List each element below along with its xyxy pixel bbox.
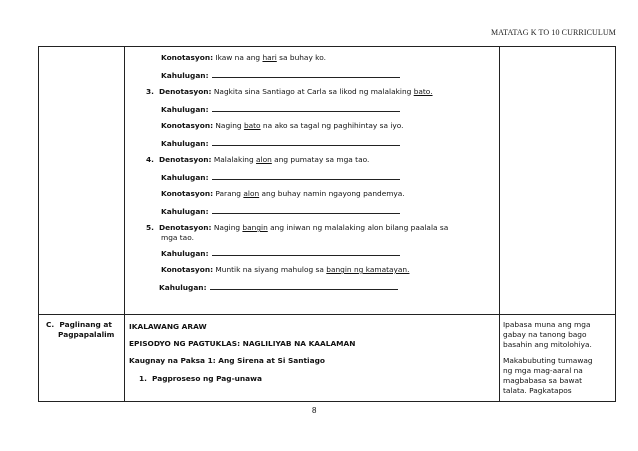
section-c-label: C. Paglinang at [46, 320, 112, 329]
denotasyon-4: 4. Denotasyon: Malalaking alon ang pumatay sa mga tao. [146, 155, 370, 164]
table-row-divider [38, 314, 616, 315]
kahulugan-1: Kahulugan: [161, 70, 400, 81]
teacher-note-2 [503, 356, 613, 396]
answer-blank [212, 70, 400, 78]
step-heading: 1. Pagproseso ng Pag-unawa [139, 374, 262, 383]
table-border-left [38, 46, 39, 402]
table-border-right [615, 46, 616, 402]
answer-blank [212, 138, 400, 146]
table-border-top [38, 46, 616, 47]
kahulugan-5: Kahulugan: [161, 206, 400, 217]
denotasyon-3: 3. Denotasyon: Nagkita sina Santiago at Carla sa likod ng malalaking bato. [146, 87, 433, 96]
kahulugan-2: Kahulugan: [161, 104, 400, 115]
kahulugan-7: Kahulugan: [159, 282, 398, 293]
konotasyon-5: Konotasyon: Muntik na siyang mahulog sa bangin ng kamatayan. [161, 265, 410, 274]
note-line: magbabasa sa bawat [503, 376, 583, 385]
note-line: Makabubuting tumawag [503, 356, 593, 365]
note-line: Ipabasa muna ang mga [503, 320, 591, 329]
answer-blank [212, 248, 400, 256]
answer-blank [212, 104, 400, 112]
konotasyon-3: Konotasyon: Naging bato na ako sa tagal ng paghihintay sa iyo. [161, 121, 404, 130]
konotasyon-4: Konotasyon: Parang alon ang buhay namin ngayong pandemya. [161, 189, 405, 198]
denotasyon-5-continued: mga tao. [161, 233, 194, 242]
note-line: gabay na tanong bago [503, 330, 587, 339]
konotasyon-2: Konotasyon: Ikaw na ang hari sa buhay ko. [161, 53, 326, 62]
teacher-note-1 [503, 320, 613, 350]
episode-heading: EPISODYO NG PAGTUKLAS: NAGLILIYAB NA KAALAMAN [129, 339, 356, 348]
table-border-col2 [499, 46, 500, 402]
answer-blank [212, 172, 400, 180]
note-line: ng mga mag-aaral na [503, 366, 583, 375]
table-border-col1 [124, 46, 125, 402]
kahulugan-3: Kahulugan: [161, 138, 400, 149]
note-line: basahin ang mitolohiya. [503, 340, 592, 349]
table-border-bottom [38, 401, 616, 402]
kahulugan-6: Kahulugan: [161, 248, 400, 259]
curriculum-header: MATATAG K TO 10 CURRICULUM [490, 28, 616, 37]
note-line: talata. Pagkatapos [503, 386, 572, 395]
denotasyon-5: 5. Denotasyon: Naging bangin ang iniwan ng malalaking alon bilang paalala sa [146, 223, 449, 232]
section-c-label-line2: Pagpapalalim [58, 330, 115, 339]
day-heading: IKALAWANG ARAW [129, 322, 207, 331]
answer-blank [212, 206, 400, 214]
kahulugan-4: Kahulugan: [161, 172, 400, 183]
answer-blank [210, 282, 398, 290]
page-number: 8 [312, 406, 317, 415]
topic-heading: Kaugnay na Paksa 1: Ang Sirena at Si Santiago [129, 356, 325, 365]
